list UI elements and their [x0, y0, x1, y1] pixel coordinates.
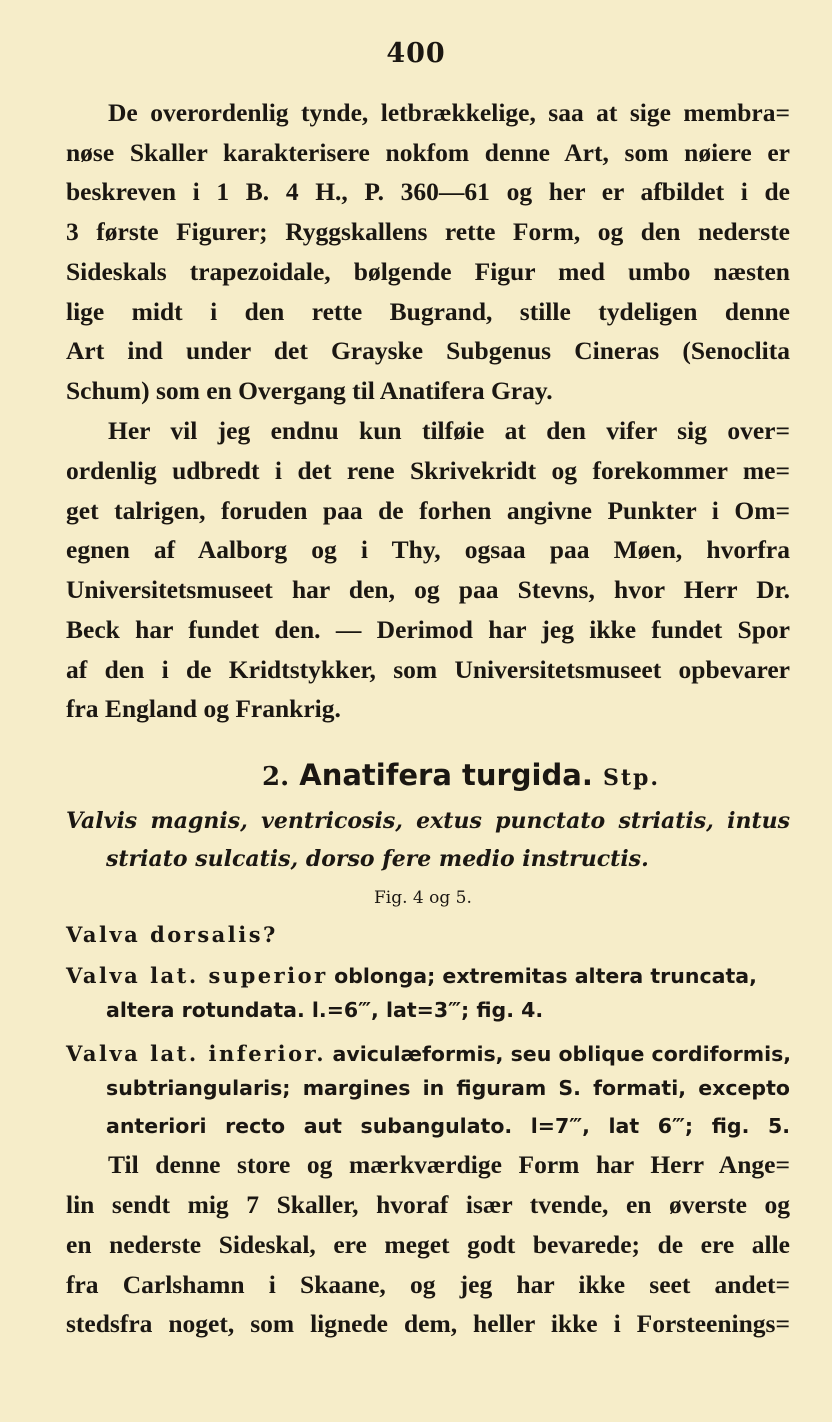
text-line: Universitetsmuseet har den, og paa Stevns, hvor Herr Dr. — [66, 575, 790, 604]
text-line: beskreven i 1 B. 4 H., P. 360—61 og her er afbildet i de — [66, 177, 790, 206]
species-heading — [262, 758, 660, 792]
text-line: Sideskals trapezoidale, bølgende Figur med umbo næsten — [66, 257, 790, 286]
valva-superior-text: oblonga; extremitas altera truncata, — [334, 964, 757, 988]
valva-inferior-cont: subtriangularis; margines in figuram S. formati, excepto — [106, 1076, 790, 1100]
text-line: Schum) som en Overgang til Anatifera Gray. — [66, 376, 553, 405]
species-author: Stp. — [602, 765, 661, 791]
valva-superior-label: Valva lat. superior — [66, 963, 328, 988]
text-line: stedsfra noget, som lignede dem, heller ikke i Forsteenings= — [66, 1309, 790, 1338]
text-line: Beck har fundet den. — Derimod har jeg ikke fundet Spor — [66, 615, 790, 644]
text-line: en nederste Sideskal, ere meget godt bevarede; de ere alle — [66, 1230, 790, 1259]
species-number: 2. — [262, 762, 290, 792]
text-line: egnen af Aalborg og i Thy, ogsaa paa Møen, hvorfra — [66, 535, 790, 564]
text-line: fra England og Frankrig. — [66, 694, 341, 723]
text-line: get talrigen, foruden paa de forhen angivne Punkter i Om= — [66, 496, 790, 525]
valva-superior-cont: altera rotundata. l.=6‴, lat=3‴; fig. 4. — [106, 998, 544, 1022]
figure-reference: Fig. 4 og 5. — [374, 888, 472, 908]
valva-inferior-label: Valva lat. inferior. — [66, 1041, 327, 1066]
valva-inferior-cont: anteriori recto aut subangulato. l=7‴, lat 6‴; fig. 5. — [106, 1114, 790, 1138]
diagnosis-line: Valvis magnis, ventricosis, extus punctato striatis, intus — [66, 808, 790, 834]
species-name: Anatifera turgida. — [299, 758, 593, 792]
valva-superior-line — [66, 960, 757, 990]
text-line: nøse Skaller karakterisere nokfom denne Art, som nøiere er — [66, 138, 790, 167]
diagnosis-line: striato sulcatis, dorso fere medio instructis. — [106, 846, 649, 872]
valva-inferior-text: aviculæformis, seu oblique cordiformis, — [332, 1042, 792, 1066]
text-line: Art ind under det Grayske Subgenus Cineras (Senoclita — [66, 336, 790, 365]
text-line: ordenlig udbredt i det rene Skrivekridt og forekommer me= — [66, 456, 790, 485]
text-line: lin sendt mig 7 Skaller, hvoraf især tvende, en øverste og — [66, 1190, 790, 1219]
text-line: 3 første Figurer; Ryggskallens rette Form, og den nederste — [66, 217, 790, 246]
text-line: Her vil jeg endnu kun tilføie at den vifer sig over= — [108, 416, 790, 445]
text-line: af den i de Kridtstykker, som Universitetsmuseet opbevarer — [66, 655, 790, 684]
text-line: lige midt i den rette Bugrand, stille tydeligen denne — [66, 297, 790, 326]
text-line: Til denne store og mærkværdige Form har Herr Ange= — [108, 1150, 790, 1179]
text-line: De overordenlig tynde, letbrækkelige, saa at sige membra= — [108, 98, 790, 127]
valva-dorsalis: Valva dorsalis? — [66, 922, 278, 947]
page-number: 400 — [386, 38, 446, 69]
valva-inferior-line — [66, 1038, 791, 1068]
text-line: fra Carlshamn i Skaane, og jeg har ikke seet andet= — [66, 1270, 790, 1299]
